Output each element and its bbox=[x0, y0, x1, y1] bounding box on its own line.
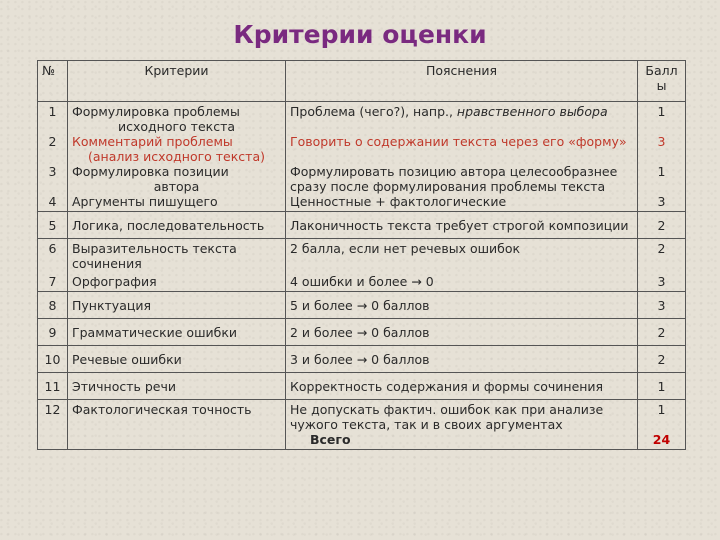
total-label: Всего bbox=[310, 432, 351, 447]
score-cell bbox=[638, 102, 686, 212]
header-score-line2: ы bbox=[656, 78, 667, 93]
score-1: 1 bbox=[657, 104, 666, 119]
criteria-1a: Формулировка проблемы bbox=[72, 104, 240, 119]
score-6: 2 bbox=[657, 241, 666, 256]
page-title: Критерии оценки bbox=[233, 20, 487, 49]
explanation-9: 2 и более → 0 баллов bbox=[286, 319, 638, 346]
total-score: 24 bbox=[652, 432, 671, 447]
row-num-1: 1 bbox=[48, 104, 57, 119]
header-score-line1: Балл bbox=[645, 63, 678, 78]
criteria-1b: исходного текста bbox=[117, 119, 236, 134]
header-row bbox=[38, 61, 686, 102]
criteria-cell bbox=[68, 239, 286, 292]
table-row bbox=[38, 319, 686, 346]
row-num-4: 4 bbox=[48, 194, 57, 209]
row-num-9: 9 bbox=[38, 319, 68, 346]
explanation-1: Проблема (чего?), напр., нравственного выбора bbox=[290, 104, 608, 119]
explanation-cell bbox=[286, 400, 638, 450]
criteria-3a: Формулировка позиции bbox=[72, 164, 229, 179]
criteria-6b: сочинения bbox=[72, 256, 142, 271]
criteria-table bbox=[37, 60, 686, 450]
score-8: 3 bbox=[638, 292, 686, 319]
table-row bbox=[38, 346, 686, 373]
table-row bbox=[38, 102, 686, 212]
explanation-3b: сразу после формулирования проблемы текста bbox=[290, 179, 606, 194]
score-11: 1 bbox=[638, 373, 686, 400]
score-2: 3 bbox=[657, 134, 666, 149]
explanation-cell bbox=[286, 239, 638, 292]
row-num-5: 5 bbox=[38, 212, 68, 239]
row-num-3: 3 bbox=[48, 164, 57, 179]
table-row bbox=[38, 373, 686, 400]
explanation-12b: чужого текста, так и в своих аргументах bbox=[290, 417, 563, 432]
score-12: 1 bbox=[657, 402, 666, 417]
num-cell bbox=[38, 102, 68, 212]
explanation-10: 3 и более → 0 баллов bbox=[286, 346, 638, 373]
explanation-1-italic: нравственного выбора bbox=[456, 104, 608, 119]
header-num: № bbox=[38, 61, 68, 102]
criteria-3b: автора bbox=[153, 179, 200, 194]
table-row bbox=[38, 292, 686, 319]
row-num-12: 12 bbox=[38, 400, 68, 450]
criteria-10: Речевые ошибки bbox=[68, 346, 286, 373]
table-row bbox=[38, 400, 686, 450]
explanation-4: Ценностные + фактологические bbox=[290, 194, 507, 209]
header-score bbox=[638, 61, 686, 102]
criteria-9: Грамматические ошибки bbox=[68, 319, 286, 346]
criteria-cell bbox=[68, 102, 286, 212]
row-num-7: 7 bbox=[48, 274, 57, 289]
score-10: 2 bbox=[638, 346, 686, 373]
row-num-8: 8 bbox=[38, 292, 68, 319]
explanation-12a: Не допускать фактич. ошибок как при анализе bbox=[290, 402, 604, 417]
criteria-2a: Комментарий проблемы bbox=[72, 134, 233, 149]
row-num-2: 2 bbox=[48, 134, 57, 149]
score-3: 1 bbox=[657, 164, 666, 179]
explanation-3a: Формулировать позицию автора целесообразнее bbox=[290, 164, 618, 179]
header-explanation: Пояснения bbox=[286, 61, 638, 102]
criteria-11: Этичность речи bbox=[68, 373, 286, 400]
score-7: 3 bbox=[657, 274, 666, 289]
score-9: 2 bbox=[638, 319, 686, 346]
row-num-10: 10 bbox=[38, 346, 68, 373]
header-criteria: Критерии bbox=[68, 61, 286, 102]
criteria-7: Орфография bbox=[72, 274, 157, 289]
num-cell bbox=[38, 239, 68, 292]
explanation-6: 2 балла, если нет речевых ошибок bbox=[290, 241, 521, 256]
score-5: 2 bbox=[638, 212, 686, 239]
explanation-5: Лаконичность текста требует строгой композиции bbox=[286, 212, 638, 239]
score-4: 3 bbox=[657, 194, 666, 209]
explanation-8: 5 и более → 0 баллов bbox=[286, 292, 638, 319]
row-num-11: 11 bbox=[38, 373, 68, 400]
criteria-4: Аргументы пишущего bbox=[72, 194, 218, 209]
criteria-6a: Выразительность текста bbox=[72, 241, 237, 256]
criteria-2b: (анализ исходного текста) bbox=[87, 149, 265, 164]
score-cell bbox=[638, 239, 686, 292]
table-row bbox=[38, 239, 686, 292]
explanation-11: Корректность содержания и формы сочинения bbox=[286, 373, 638, 400]
score-cell bbox=[638, 400, 686, 450]
criteria-8: Пунктуация bbox=[68, 292, 286, 319]
row-num-6: 6 bbox=[48, 241, 57, 256]
table-row bbox=[38, 212, 686, 239]
explanation-7: 4 ошибки и более → 0 bbox=[290, 274, 434, 289]
criteria-12: Фактологическая точность bbox=[68, 400, 286, 450]
explanation-cell bbox=[286, 102, 638, 212]
criteria-5: Логика, последовательность bbox=[68, 212, 286, 239]
explanation-2: Говорить о содержании текста через его «форму» bbox=[290, 134, 627, 149]
